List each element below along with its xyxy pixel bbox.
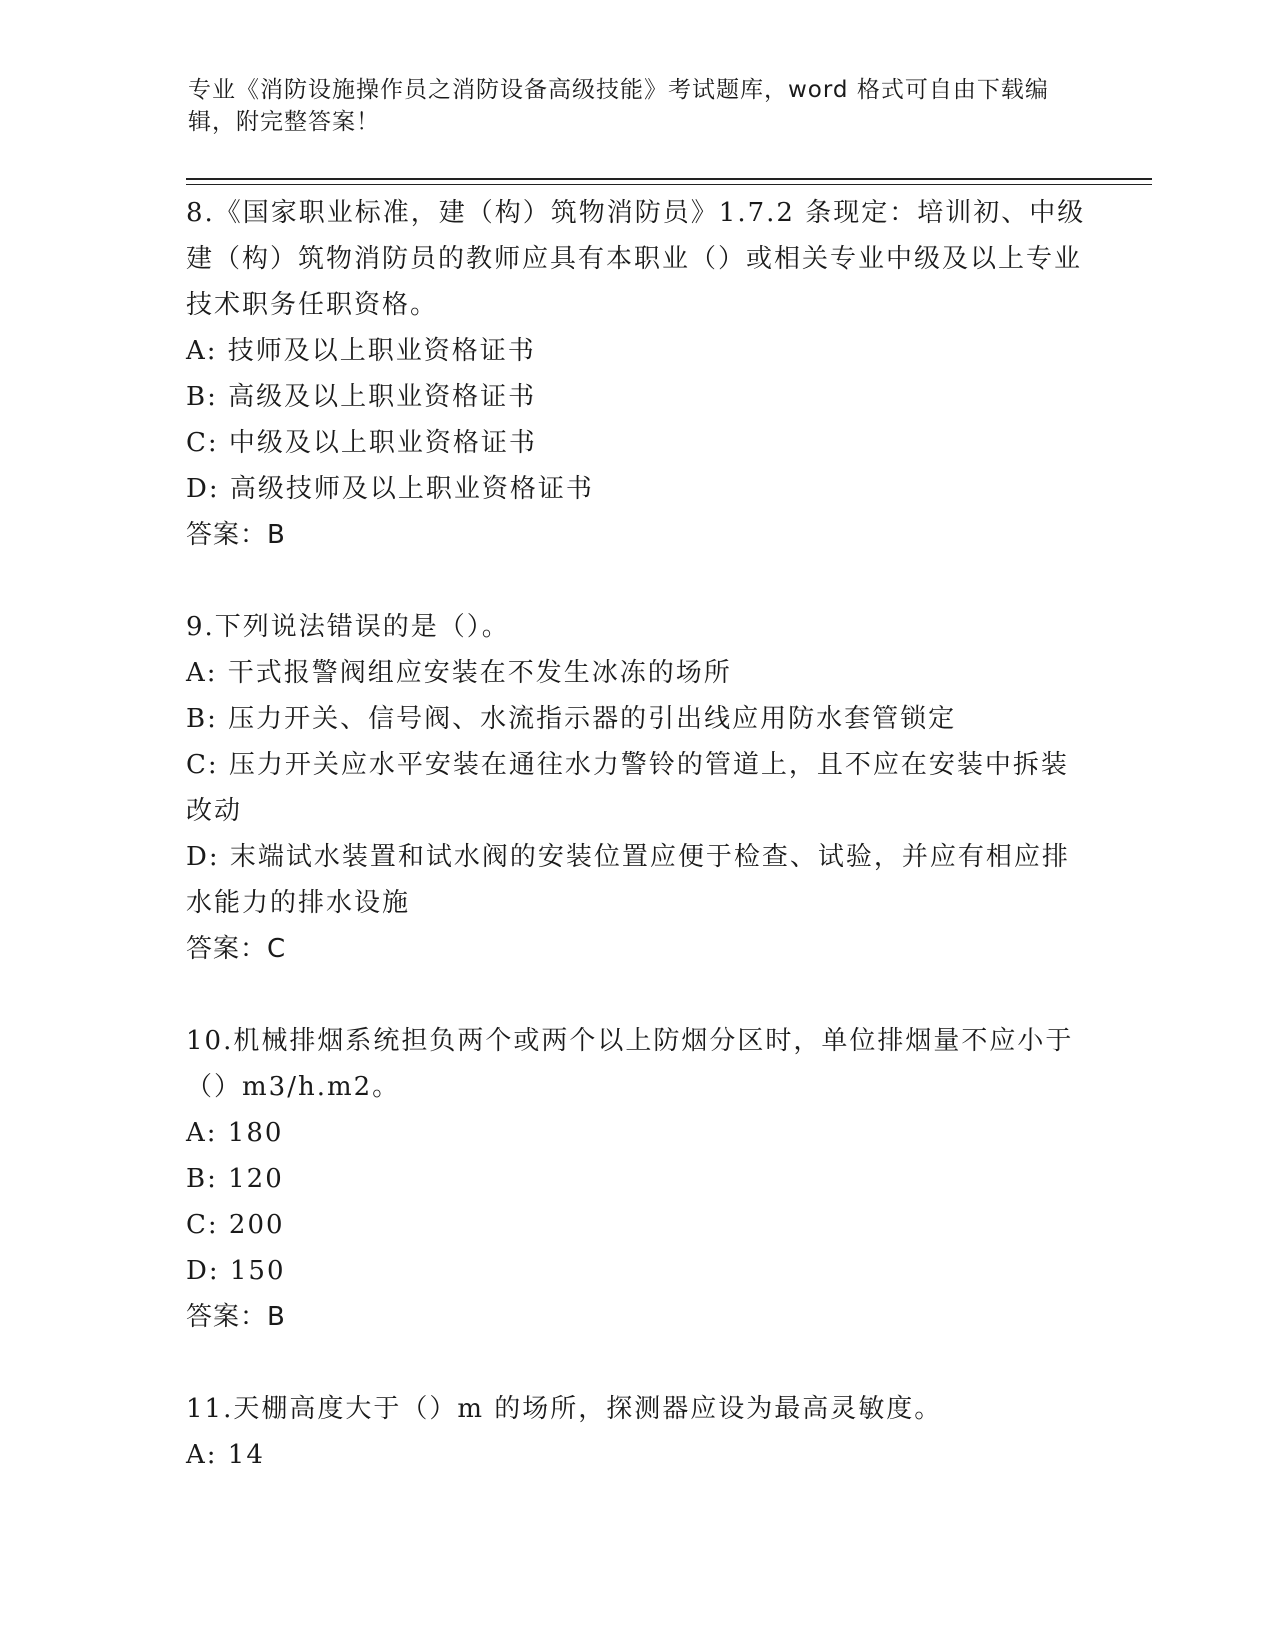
answer: 答案：B	[186, 520, 286, 550]
header-divider-thick	[186, 178, 1152, 180]
option-c: C: 中级及以上职业资格证书	[186, 428, 537, 458]
question-9	[186, 604, 1086, 972]
option-d: D: 高级技师及以上职业资格证书	[186, 474, 594, 504]
answer: 答案：B	[186, 1302, 286, 1332]
option-c: C: 200	[186, 1210, 285, 1240]
option-a: A: 技师及以上职业资格证书	[186, 336, 536, 366]
option-d: D: 末端试水装置和试水阀的安装位置应便于检查、试验，并应有相应排水能力的排水设施	[186, 842, 1070, 918]
question-text: 11.天棚高度大于（）m 的场所，探测器应设为最高灵敏度。	[186, 1394, 943, 1424]
question-8	[186, 190, 1086, 558]
option-b: B: 高级及以上职业资格证书	[186, 382, 537, 412]
option-a: A: 14	[186, 1440, 265, 1470]
option-a: A: 180	[186, 1118, 284, 1148]
header-divider-thin	[186, 184, 1152, 185]
question-text: 10.机械排烟系统担负两个或两个以上防烟分区时，单位排烟量不应小于（）m3/h.m2。	[186, 1026, 1074, 1102]
answer: 答案：C	[186, 934, 287, 964]
option-a: A: 干式报警阀组应安装在不发生冰冻的场所	[186, 658, 732, 688]
option-b: B: 120	[186, 1164, 284, 1194]
question-11	[186, 1386, 1086, 1478]
question-text: 8.《国家职业标准，建（构）筑物消防员》1.7.2 条现定：培训初、中级建（构）筑物消防员的教师应具有本职业（）或相关专业中级及以上专业技术职务任职资格。	[186, 198, 1086, 320]
option-b: B: 压力开关、信号阀、水流指示器的引出线应用防水套管锁定	[186, 704, 957, 734]
question-10	[186, 1018, 1086, 1340]
question-text: 9.下列说法错误的是（）。	[186, 612, 510, 642]
option-c: C: 压力开关应水平安装在通往水力警铃的管道上，且不应在安装中拆装改动	[186, 750, 1069, 826]
question-list	[186, 190, 1086, 1524]
option-d: D: 150	[186, 1256, 286, 1286]
page-header: 专业《消防设施操作员之消防设备高级技能》考试题库，word 格式可自由下载编辑，附完整答案！	[188, 77, 1049, 135]
